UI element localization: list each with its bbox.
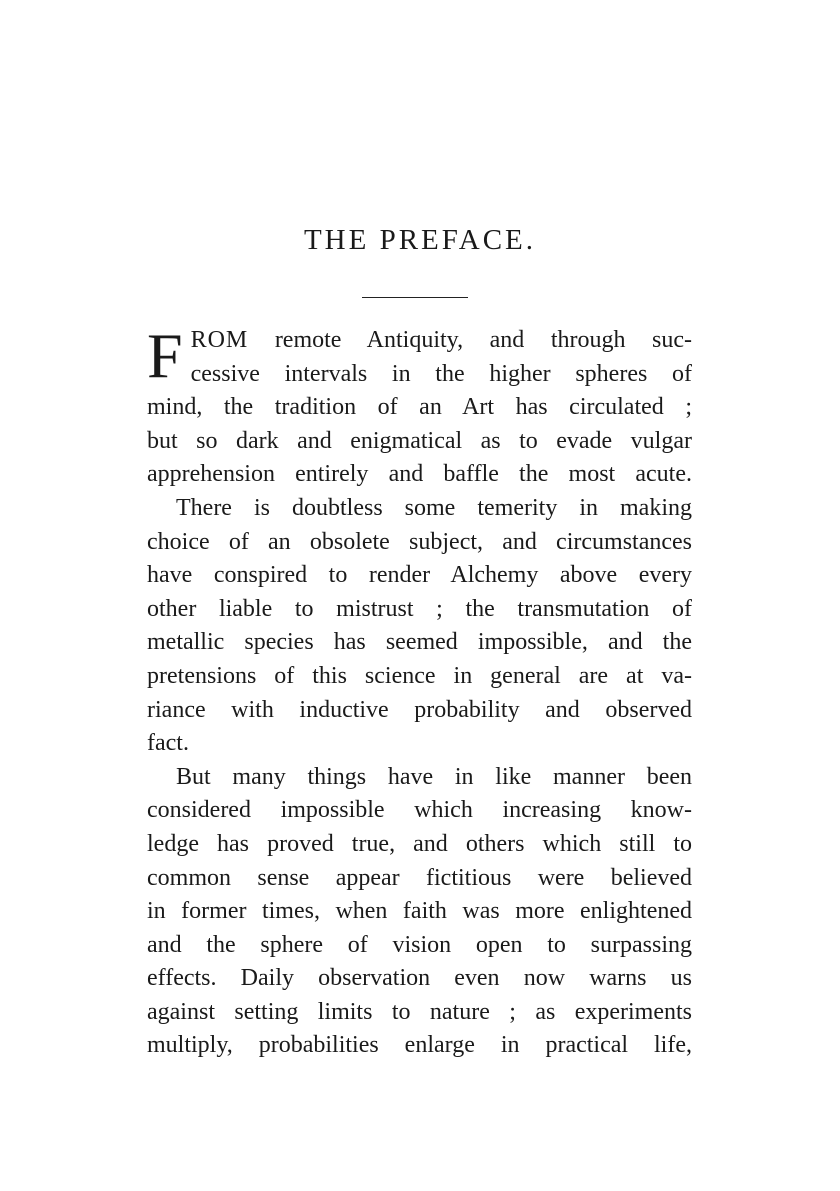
paragraph-2 bbox=[147, 492, 692, 761]
text-line: There is doubtless some temerity in making bbox=[176, 494, 692, 521]
text-line: effects. Daily observation even now warns us bbox=[147, 965, 692, 992]
text-line: But many things have in like manner been bbox=[176, 763, 692, 790]
paragraph-3 bbox=[147, 761, 692, 1063]
text-line: in former times, when faith was more enlightened bbox=[147, 898, 692, 925]
text-line: fact. bbox=[147, 730, 189, 757]
text-line: metallic species has seemed impossible, and the bbox=[147, 629, 692, 656]
text-line: against setting limits to nature ; as experiments bbox=[147, 998, 692, 1025]
drop-cap-letter: F bbox=[147, 320, 183, 391]
text-line: ledge has proved true, and others which still to bbox=[147, 830, 692, 857]
paragraph-1 bbox=[147, 320, 692, 492]
text-line: cessive intervals in the higher spheres of bbox=[190, 360, 692, 387]
text-line: have conspired to render Alchemy above every bbox=[147, 562, 692, 589]
text-line: pretensions of this science in general are at va- bbox=[147, 662, 692, 689]
text-line: mind, the tradition of an Art has circulated ; bbox=[147, 394, 692, 421]
text-line: apprehension entirely and baffle the most acute. bbox=[147, 461, 692, 488]
text-line: considered impossible which increasing know- bbox=[147, 797, 692, 824]
text-line: common sense appear fictitious were believed bbox=[147, 864, 692, 891]
title-divider bbox=[362, 297, 468, 298]
text-line: other liable to mistrust ; the transmutation of bbox=[147, 595, 692, 622]
preface-body bbox=[147, 320, 692, 1063]
text-line: multiply, probabilities enlarge in practical life, bbox=[147, 1032, 692, 1059]
text-line: riance with inductive probability and observed bbox=[147, 696, 692, 723]
text-line: but so dark and enigmatical as to evade vulgar bbox=[147, 427, 692, 454]
text-line: and the sphere of vision open to surpassing bbox=[147, 931, 692, 958]
page-title: THE PREFACE. bbox=[303, 224, 537, 256]
text-line: ROM remote Antiquity, and through suc- bbox=[190, 327, 692, 353]
lead-word: ROM bbox=[190, 327, 249, 353]
text-line: choice of an obsolete subject, and circumstances bbox=[147, 528, 692, 555]
